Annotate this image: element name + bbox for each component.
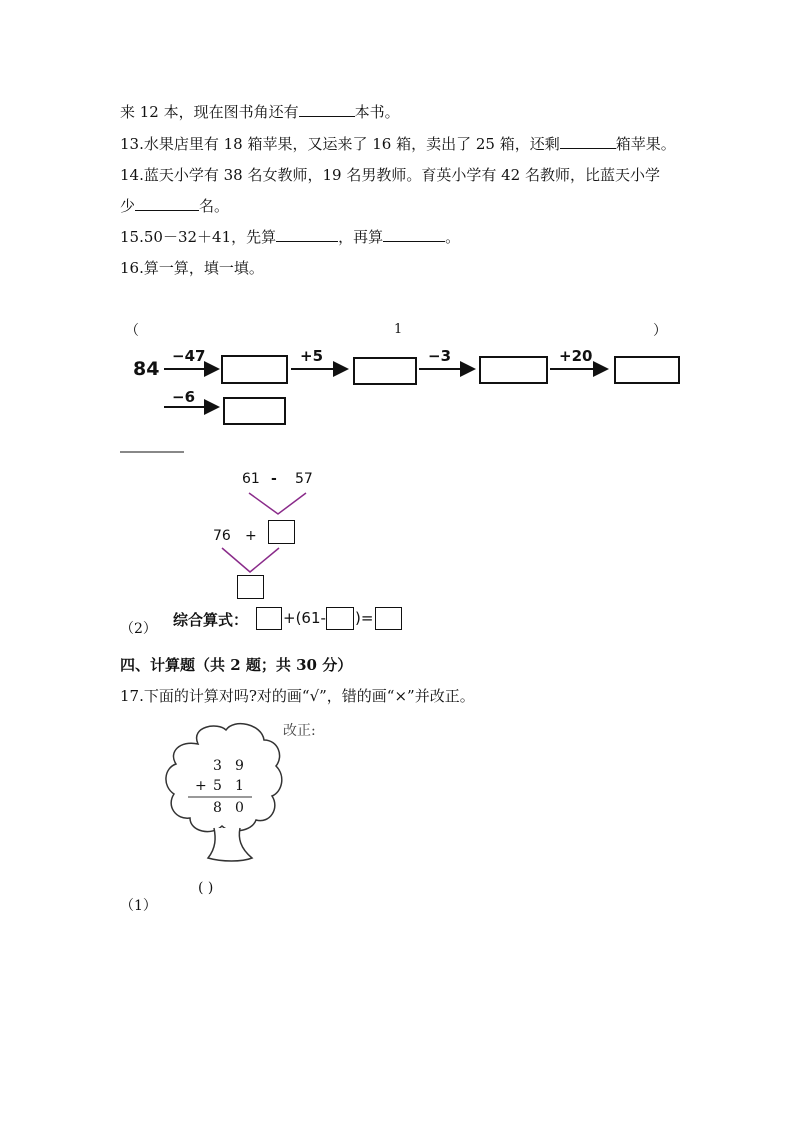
- digit-mid-ones: 1: [235, 778, 244, 794]
- op-label-1: −47: [172, 347, 206, 365]
- digit-mid-tens: 5: [213, 778, 222, 794]
- op-label-3: −3: [428, 347, 452, 365]
- answer-box-5[interactable]: [223, 397, 286, 425]
- answer-box-diff[interactable]: [268, 520, 295, 544]
- q13-text-end: 箱苹果。: [615, 135, 676, 153]
- q14-line1: 14.蓝天小学有 38 名女教师，19 名男教师。育英小学有 42 名教师，比蓝天小学: [120, 166, 660, 184]
- formula-end: )=: [355, 609, 374, 627]
- q14-text: 少: [120, 197, 136, 215]
- q15-text-mid: ，再算: [338, 228, 384, 246]
- answer-box-4[interactable]: [614, 356, 680, 384]
- left-num: 76: [213, 528, 231, 544]
- answer-box-1[interactable]: [221, 355, 288, 384]
- part-open-paren: （: [125, 323, 139, 339]
- op-label-4: +20: [559, 347, 593, 365]
- part-close-paren: ）: [653, 323, 667, 339]
- chain-start-number: 84: [133, 358, 160, 380]
- plus-sign: +: [245, 528, 257, 544]
- op-label-2: +5: [300, 347, 324, 365]
- formula-box-3[interactable]: [375, 607, 402, 630]
- judgement-paren[interactable]: ( ): [198, 880, 214, 896]
- q13-text: 13.水果店里有 18 箱苹果，又运来了 16 箱，卖出了 25 箱，还剩: [120, 135, 560, 153]
- tree-icon: [160, 720, 290, 900]
- op-label-5: −6: [172, 388, 196, 406]
- q16-title: 16.算一算，填一填。: [120, 259, 264, 277]
- plus-operator: +: [195, 778, 207, 794]
- q15-text-end: 。: [445, 228, 461, 246]
- digit-top-tens: 3: [213, 758, 222, 774]
- q15-text: 15.50－32＋41，先算: [120, 228, 277, 246]
- q14-text-end: 名。: [199, 197, 230, 215]
- top-num-2: 57: [295, 471, 313, 487]
- v-line-bottom: [222, 548, 279, 572]
- part-2-number: （2）: [120, 621, 157, 637]
- digit-top-ones: 9: [235, 758, 244, 774]
- correction-label: 改正:: [283, 723, 316, 739]
- formula-box-2[interactable]: [326, 607, 354, 630]
- top-minus: -: [271, 471, 277, 487]
- formula-box-1[interactable]: [256, 607, 282, 630]
- answer-box-2[interactable]: [353, 357, 417, 385]
- v-line-top: [249, 493, 306, 514]
- top-num-1: 61: [242, 471, 260, 487]
- digit-result-tens: 8: [213, 800, 222, 816]
- digit-result-ones: 0: [235, 800, 244, 816]
- formula-label: 综合算式：: [173, 611, 249, 629]
- formula-mid: +(61-: [283, 609, 326, 627]
- q12-text: 来 12 本，现在图书角还有: [120, 103, 299, 121]
- answer-box-3[interactable]: [479, 356, 548, 384]
- answer-box-sum[interactable]: [237, 575, 264, 599]
- section-title: 四、计算题（共 2 题；共 30 分）: [120, 656, 353, 674]
- q17-title: 17.下面的计算对吗?对的画“√”，错的画“×”并改正。: [120, 687, 475, 705]
- part-number: 1: [394, 322, 403, 337]
- part-1-number: （1）: [120, 898, 157, 914]
- q12-text-end: 本书。: [354, 103, 400, 121]
